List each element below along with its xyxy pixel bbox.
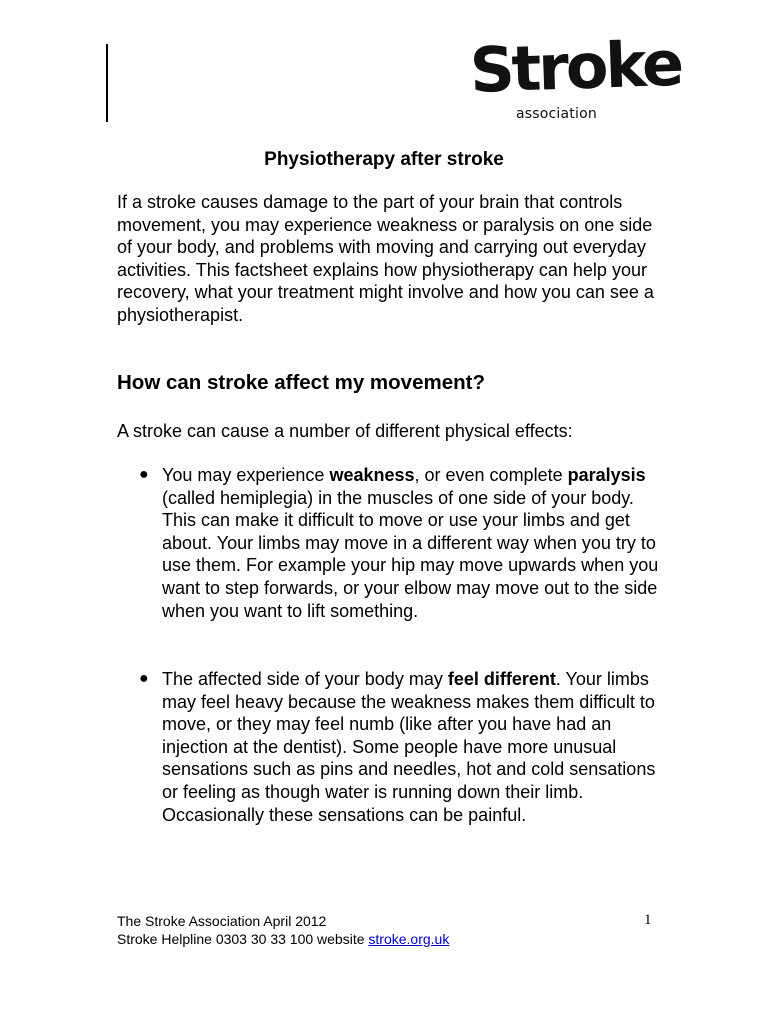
emphasis: paralysis [567, 465, 646, 485]
lead-paragraph: A stroke can cause a number of different physical effects: [117, 421, 573, 441]
intro-paragraph: If a stroke causes damage to the part of your brain that controls movement, you may experience weakness or paralysis on one side of your body, and problems with moving and carrying out everyday activities. This factsheet explains how physiotherapy can help your recovery, what your treatment might involve and how you can see a physiotherapist. [117, 192, 654, 325]
footer-line-2: Stroke Helpline 0303 30 33 100 website stroke.org.uk [117, 931, 450, 947]
logo-subtitle: association [516, 106, 597, 122]
stroke-association-logo [468, 26, 683, 128]
page-title: Physiotherapy after stroke [264, 149, 504, 170]
list-item-text: The affected side of your body may feel different. Your limbs may feel heavy because the weakness makes them difficult to move, or they may feel numb (like after you have had an injection at the dentist). Some people have more unusual sensations such as pins and needles, hot and cold sensations or feeling as though water is running down their limb. Occasionally these sensations can be painful. [162, 669, 656, 825]
footer-line-1: The Stroke Association April 2012 [117, 913, 327, 929]
emphasis: feel different [447, 669, 556, 689]
emphasis: weakness [329, 465, 415, 485]
bullet-icon: ● [139, 466, 149, 483]
margin-bar [106, 44, 108, 122]
logo-wordmark: Stroke [468, 26, 683, 107]
page-number: 1 [644, 912, 652, 928]
list-item-text: You may experience weakness, or even complete paralysis (called hemiplegia) in the muscles of one side of your body. This can make it difficult to move or use your limbs and get about. Your limbs may move in a different way when you try to use them. For example your hip may move upwards when you want to step forwards, or your elbow may move out to the side when you want to lift something. [162, 465, 659, 621]
bullet-icon: ● [139, 670, 149, 687]
website-link[interactable]: stroke.org.uk [368, 931, 450, 947]
footer [117, 912, 657, 948]
section-heading: How can stroke affect my movement? [117, 371, 485, 394]
